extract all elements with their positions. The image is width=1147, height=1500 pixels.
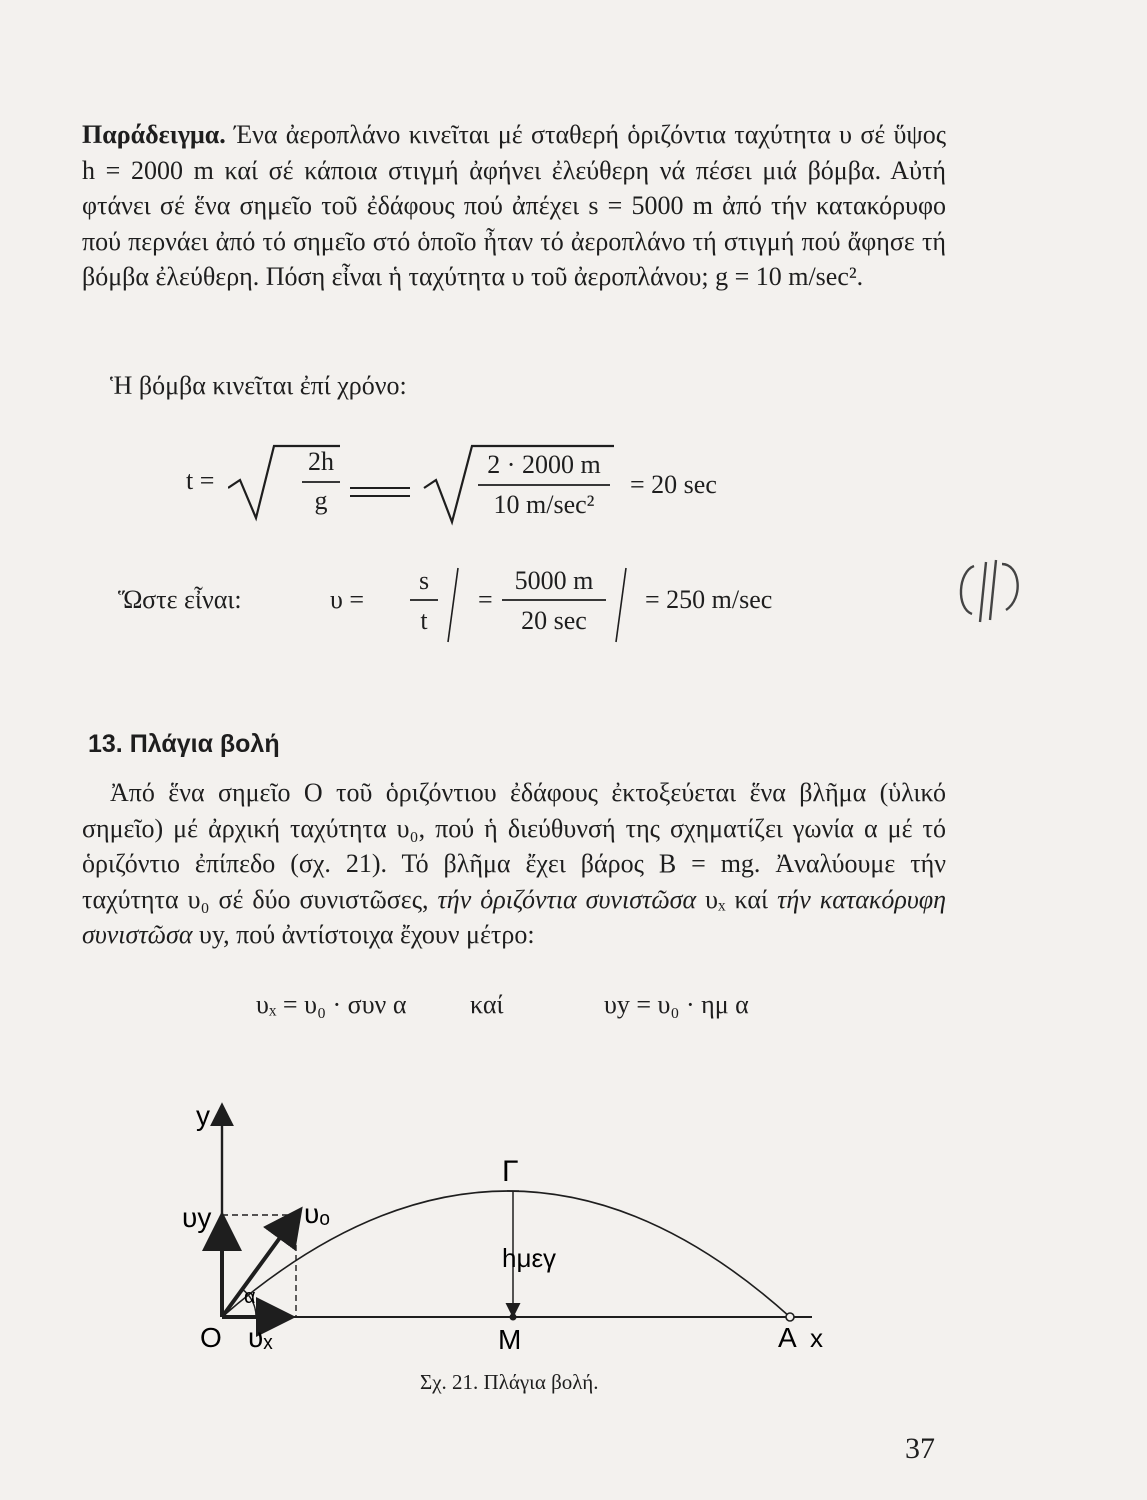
example-text: Ένα ἀεροπλάνο κινεῖται μέ σταθερή ὁριζόντια ταχύτητα υ σέ ὕψος h = 2000 m καί σέ κάποια στιγμή ἀφήνει ἐλεύθερη νά πέσει μιά βόμβα. Αὐτή φτάνει σέ ἕνα σημεῖο τοῦ ἐδάφους πού ἀπέχει s = 5000 m ἀπό τήν κατακόρυφο πού περνάει ἀπό τό σημεῖο στό ὁποῖο ἦταν τό ἀεροπλάνο τή στιγμή πού ἄφησε τή βόμβα ἐλεύθερη. Πόση εἶναι ἡ ταχύτητα υ τοῦ ἀεροπλάνου; g = 10 m/sec². [82,120,947,292]
eq2-num1: s [418,566,430,595]
projectile-figure [180,1095,860,1365]
formula-vy: υy = υ₀ · ημ α [604,990,749,1019]
label-y: y [196,1100,210,1131]
page-number: 37 [905,1432,935,1465]
label-origin: O [200,1322,222,1353]
eq2-num2: 5000 m [514,566,594,595]
formula-vx: υₓ = υ₀ · συν α [256,990,407,1019]
label-x: x [810,1323,823,1353]
eq1-den1: g [314,486,328,515]
point-A [786,1313,794,1321]
figure-caption: Σχ. 21. Πλάγια βολή. [420,1370,599,1394]
example-label: Παράδειγμα. [82,120,226,149]
label-vy: υy [182,1202,212,1233]
label-v0: υₒ [304,1198,330,1229]
v0-vector [222,1213,298,1317]
label-gamma: Γ [502,1155,519,1188]
eq2-prefix: Ὥστε εἶναι: [118,585,242,614]
margin-handwriting-mark [950,548,1030,638]
label-M: Μ [498,1324,522,1355]
section-paragraph [82,775,946,953]
section-text-a: Ἀπό ἕνα σημεῖο Ο τοῦ ὁριζόντιου ἐδάφους ἐκτοξεύεται ἕνα βλῆμα (ὑλικό σημεῖο) μέ ἀρχική ταχύτητα υ₀, πού ἡ διεύθυνσή της σχηματίζει γωνία α μέ τό ὁριζόντιο ἐπίπεδο (σχ. 21). Τό βλῆμα ἔχει βάρος Β = mg. Ἀναλύουμε τήν ταχύτητα υ₀ σέ δύο συνιστῶσες, [82,778,946,914]
eq2-lhs: υ = [330,585,365,614]
eq2-den1: t [420,606,428,635]
label-alpha: α [244,1286,256,1308]
section-heading: 13. Πλάγια βολή [88,730,280,758]
eq1-result: = 20 sec [630,470,717,499]
formula-and: καί [470,990,504,1019]
eq2-equals: = [478,585,493,614]
example-intro: Ἡ βόμβα κινεῖται ἐπί χρόνο: [110,371,407,400]
section-text-c: υy, πού ἀντίστοιχα ἔχουν μέτρο: [198,920,535,950]
eq1-den2: 10 m/sec² [493,490,595,519]
point-M [510,1314,517,1321]
section-text-horizontal: τήν ὁριζόντια συνιστῶσα [437,884,697,914]
label-hmax: hμεγ [502,1243,557,1273]
eq2-result: = 250 m/sec [645,585,773,614]
section-text-vertical: τήν κατακόρυφη συνιστῶσα [82,884,947,950]
eq2-den2: 20 sec [521,606,587,635]
label-vx: υₓ [248,1322,273,1353]
eq1-lhs: t = [186,466,215,495]
section-text-b: υₓ καί [705,884,769,914]
example-paragraph [82,117,946,295]
eq1-num2: 2 · 2000 m [487,450,601,479]
eq1-num1: 2h [308,447,334,476]
label-A: Α [778,1322,797,1353]
